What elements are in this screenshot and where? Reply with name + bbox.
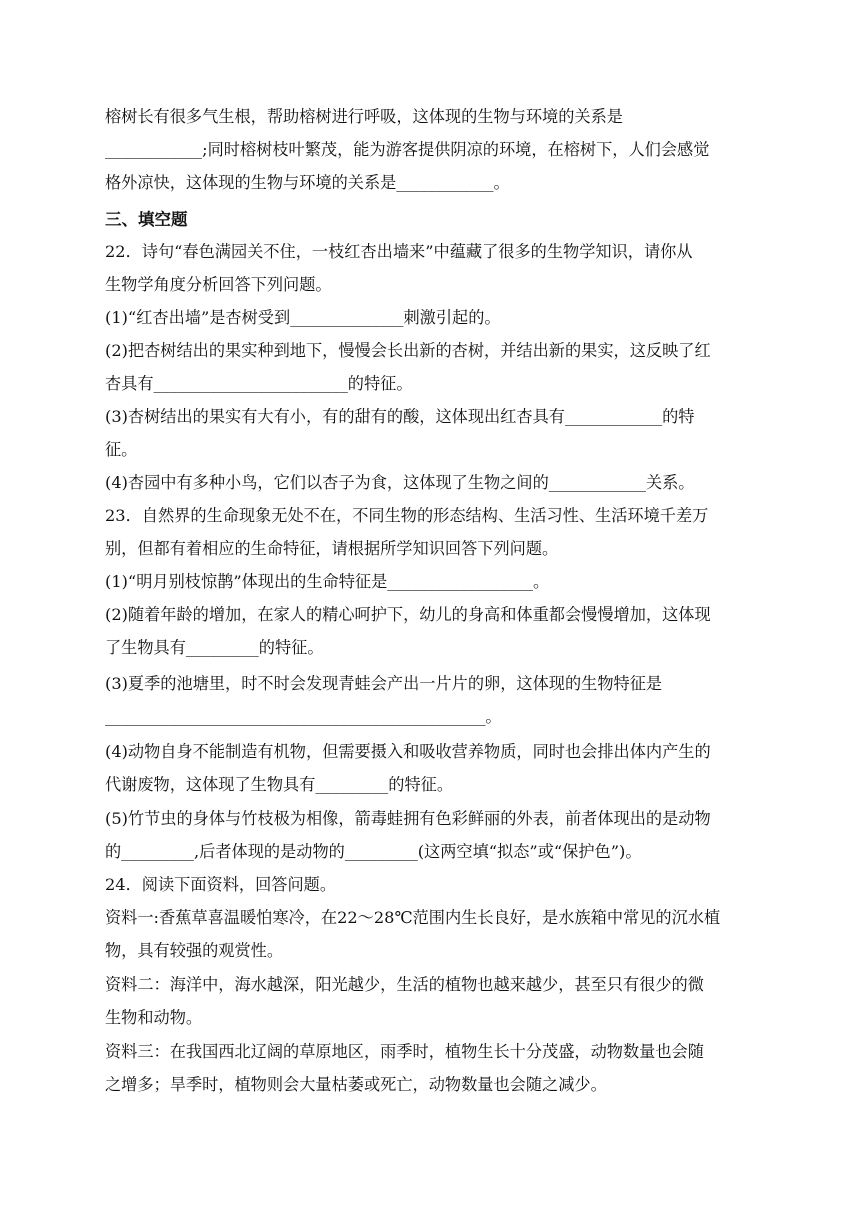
question-23-3: (3)夏季的池塘里，时不时会发现青蛙会产出一片片的卵，这体现的生物特征是: [105, 674, 663, 693]
text-line: 格外凉快，这体现的生物与环境的关系是____________。: [105, 173, 510, 192]
question-22-1: (1)“红杏出墙”是杏树受到______________刺激引起的。: [105, 308, 501, 327]
question-22-4: (4)杏园中有多种小鸟，它们以杏子为食，这体现了生物之间的____________关系。: [105, 473, 695, 492]
text-line: 的_________,后者体现的是动物的_________(这两空填“拟态”或“保护色”)。: [105, 842, 642, 861]
material-1: 资料一:香蕉草喜温暖怕寒冷，在22～28℃范围内生长良好，是水族箱中常见的沉水植: [105, 908, 721, 927]
question-23-2: (2)随着年龄的增加，在家人的精心呵护下，幼儿的身高和体重都会慢慢增加，这体现: [105, 605, 711, 624]
text-line: 代谢废物，这体现了生物具有_________的特征。: [105, 775, 454, 794]
question-22-3: (3)杏树结出的果实有大有小，有的甜有的酸，这体现出红杏具有____________的特: [105, 407, 695, 426]
text-line: ____________;同时榕树枝叶繁茂，能为游客提供阴凉的环境，在榕树下，人们会感觉: [105, 140, 710, 159]
question-23-5: (5)竹节虫的身体与竹枝极为相像，箭毒蛙拥有色彩鲜丽的外表，前者体现出的是动物: [105, 809, 711, 828]
question-23-stem: 23．自然界的生命现象无处不在，不同生物的形态结构、生活习性、生活环境千差万: [105, 506, 709, 525]
material-2: 资料二：海洋中，海水越深，阳光越少，生活的植物也越来越少，甚至只有很少的微: [105, 975, 704, 994]
material-3: 资料三：在我国西北辽阔的草原地区，雨季时，植物生长十分茂盛，动物数量也会随: [105, 1042, 704, 1061]
question-22-2: (2)把杏树结出的果实种到地下，慢慢会长出新的杏树，并结出新的果实，这反映了红: [105, 341, 711, 360]
question-24-stem: 24．阅读下面资料，回答问题。: [105, 875, 337, 894]
question-23-1: (1)“明月别枝惊鹊”体现出的生命特征是__________________。: [105, 572, 550, 591]
text-line: 物，具有较强的观赏性。: [105, 941, 284, 960]
text-line: 生物和动物。: [105, 1008, 203, 1027]
section-heading: 三、填空题: [105, 210, 188, 229]
text-line: 榕树长有很多气生根，帮助榕树进行呼吸，这体现的生物与环境的关系是: [105, 107, 623, 126]
text-line: 杏具有________________________的特征。: [105, 374, 413, 393]
question-22-stem: 22．诗句“春色满园关不住，一枝红杏出墙来”中蕴藏了很多的生物学知识，请你从: [105, 242, 693, 261]
question-23-4: (4)动物自身不能制造有机物，但需要摄入和吸收营养物质，同时也会排出体内产生的: [105, 742, 711, 761]
text-line: 了生物具有_________的特征。: [105, 638, 324, 657]
text-line: 之增多；旱季时，植物则会大量枯萎或死亡，动物数量也会随之减少。: [105, 1075, 607, 1094]
text-line: _______________________________________________。: [105, 707, 502, 726]
text-line: 别，但都有着相应的生命特征，请根据所学知识回答下列问题。: [105, 539, 559, 558]
text-line: 生物学角度分析回答下列问题。: [105, 275, 332, 294]
text-line: 征。: [105, 440, 138, 459]
